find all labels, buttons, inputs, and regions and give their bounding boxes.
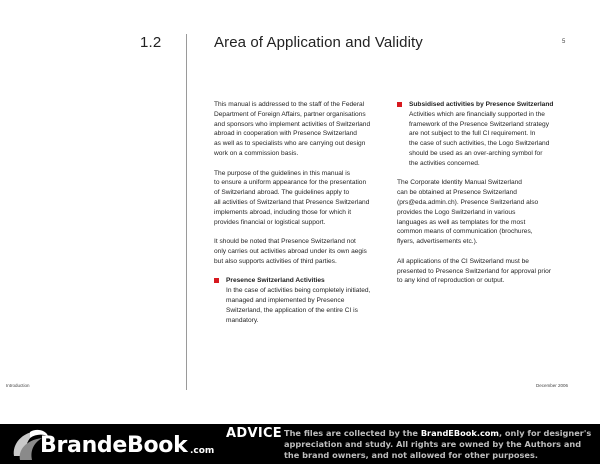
section-number: 1.2	[140, 34, 162, 51]
page-number: 5	[562, 39, 566, 45]
banner-disclaimer	[284, 428, 596, 461]
bullet-body-subsidised: Activities which are financially supported in the framework of the Presence Switzerland strategy are not subject to the full CI requirement. In the case of such activities, the Logo Switzerland should be used as an over-arching symbol for the activities concerned.	[409, 110, 550, 167]
bullet-heading-prs-activities	[214, 276, 386, 286]
bullet-heading-text: Subsidised activities by Presence Switzerland	[409, 101, 554, 108]
bullet-body-prs-activities: In the case of activities being completely initiated, managed and implemented by Presence Switzerland, the application of the entire CI is mandatory.	[226, 287, 371, 324]
left-column	[214, 100, 386, 335]
page-title: Area of Application and Validity	[214, 34, 423, 51]
brandebook-banner	[0, 424, 600, 464]
disclaimer-text-before: The files are collected by the	[284, 428, 421, 438]
paragraph-audience: This manual is addressed to the staff of the Federal Department of Foreign Affairs, partner organisations and sponsors who implement activities of Switzerland abroad in cooperation with Presence Switzerland as well as to specialists who are carrying out design work on a commission basis.	[214, 101, 371, 157]
disclaimer-brand-name: BrandEBook.com	[420, 428, 499, 438]
right-column	[397, 100, 569, 296]
footer-date: December 2006	[536, 383, 569, 388]
bullet-heading-subsidised	[397, 100, 569, 110]
advice-label: ADVICE	[226, 426, 282, 441]
bullet-heading-text: Presence Switzerland Activities	[226, 277, 325, 285]
paragraph-ci-manual: The Corporate Identity Manual Switzerland can be obtained at Presence Switzerland (prs@eda.admin.ch). Presence Switzerland also provides the Logo Switzerland in various languages as well as templates for the most common means of communication (brochures, flyers, advertisements etc.).	[397, 179, 539, 246]
paragraph-note: It should be noted that Presence Switzerland not only carries out activities abroad under its own aegis but also supports activities of third parties.	[214, 238, 367, 265]
red-square-bullet-icon	[214, 278, 219, 283]
brandebook-logo-suffix: .com	[190, 446, 215, 456]
red-square-bullet-icon	[397, 102, 402, 107]
paragraph-purpose: The purpose of the guidelines in this manual is to ensure a uniform appearance for the presentation of Switzerland abroad. The guidelines apply to all activities of Switzerland that Presence Switzerland implements abroad, including those for which it provides financial or logistical support.	[214, 169, 370, 226]
vertical-divider	[186, 34, 187, 390]
disclaimer-text-after: , only for designer's appreciation and study. All rights are owned by the Authors and the brand owners, and not allowed for other purposes.	[284, 428, 592, 460]
footer-section-label: Introduction	[6, 383, 30, 388]
paragraph-approval: All applications of the CI Switzerland must be presented to Presence Switzerland for approval prior to any kind of reproduction or output.	[397, 257, 551, 285]
brandebook-logo-text: BrandeBook	[40, 433, 188, 458]
